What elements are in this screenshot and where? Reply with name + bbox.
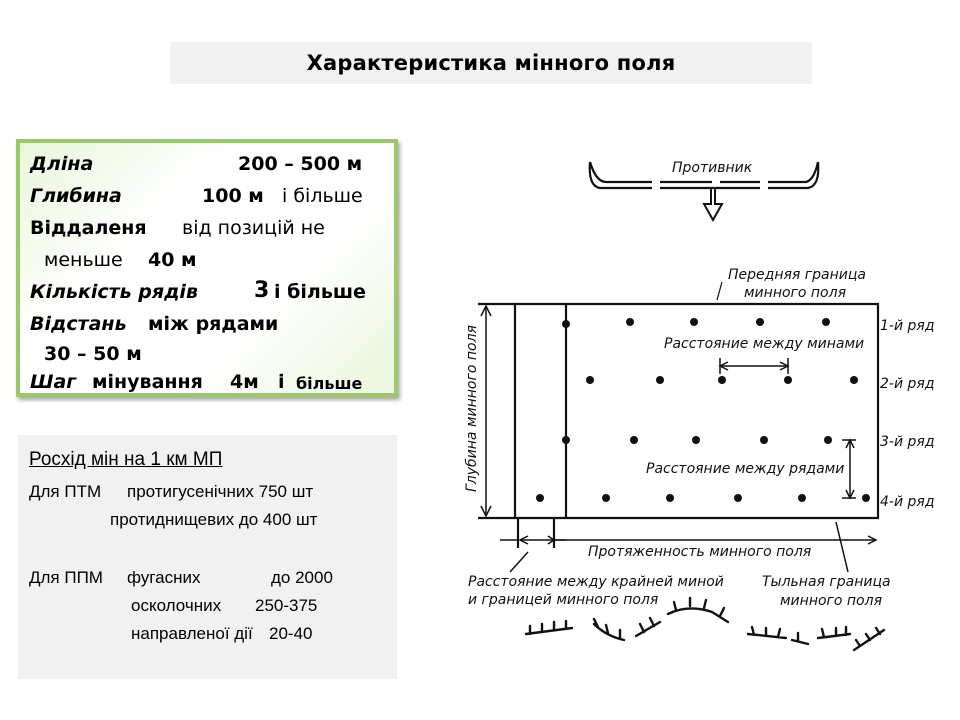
spacing-value: 30 – 50 м: [44, 343, 142, 365]
depth-value: 100 м: [202, 185, 264, 207]
length-label: Дліна: [30, 153, 94, 175]
depth-label: Глибина: [30, 185, 122, 207]
rows-suffix: і більше: [274, 281, 366, 303]
mine: [734, 494, 742, 502]
depth-suffix: і більше: [282, 185, 363, 207]
distance-label: Віддаленя: [30, 217, 147, 239]
edge-distance-label-2: и границей минного поля: [468, 592, 659, 608]
mine: [586, 376, 594, 384]
step-suffix-2: більше: [296, 374, 363, 393]
distance-value: 40 м: [148, 249, 197, 271]
ppm-blast-value: до 2000: [271, 568, 333, 587]
extent-label: Протяженность минного поля: [588, 544, 812, 560]
front-border-leader: [717, 282, 722, 300]
enemy-label: Противник: [672, 160, 753, 176]
depth-vertical-label: Глубина минного поля: [464, 325, 480, 492]
mine: [824, 436, 832, 444]
mine: [692, 436, 700, 444]
ppm-blast: фугасних: [127, 568, 201, 587]
ptm-track-line: [29, 482, 314, 501]
rear-border-label-1: Тыльная граница: [762, 574, 891, 590]
edge-distance-label-1: Расстояние между крайней миной: [468, 574, 724, 590]
distance-line: [30, 217, 325, 239]
mine: [850, 376, 858, 384]
mine: [862, 494, 870, 502]
row-4-label: 4-й ряд: [880, 494, 935, 510]
depth-line: [30, 185, 363, 207]
mine: [656, 376, 664, 384]
ppm-directed: направленої дії: [131, 624, 253, 643]
ppm-blast-line: [29, 568, 333, 587]
rows-line: [30, 278, 366, 303]
row-2-label: 2-й ряд: [880, 376, 935, 392]
spacing-text: між рядами: [148, 313, 279, 335]
mine: [666, 494, 674, 502]
ptm-label: Для ПТМ: [29, 482, 102, 501]
ppm-directed-value: 20-40: [269, 624, 313, 643]
mine: [822, 318, 830, 326]
rear-border-label-2: минного поля: [780, 593, 882, 609]
step-suffix-1: і: [278, 371, 285, 393]
rows-label: Кількість рядів: [30, 281, 198, 303]
mine: [630, 436, 638, 444]
enemy-arrow: [704, 188, 722, 220]
between-rows-label: Расстояние между рядами: [646, 461, 845, 477]
length-value: 200 – 500 м: [238, 153, 363, 175]
length-line: [30, 153, 363, 175]
mine: [690, 318, 698, 326]
mine: [626, 318, 634, 326]
ptm-track: протигусенічних 750 шт: [127, 482, 314, 501]
consumption-title: Росхід мін на 1 км МП: [29, 449, 223, 470]
mine: [718, 376, 726, 384]
mine: [760, 436, 768, 444]
mine: [562, 436, 570, 444]
ppm-directed-line: [131, 624, 313, 643]
front-border-label-2: минного поля: [744, 285, 846, 301]
ppm-label: Для ППМ: [29, 568, 103, 587]
distance-text: від позицій не: [182, 217, 325, 239]
mine: [756, 318, 764, 326]
distance-cont-text: меньше: [44, 249, 123, 271]
distance-cont-line: [44, 249, 197, 271]
ppm-frag-line: [131, 596, 318, 615]
mine: [536, 494, 544, 502]
between-mines-label: Расстояние между минами: [664, 336, 865, 352]
spacing-label: Відстань: [30, 313, 127, 335]
rows-value: 3: [254, 278, 270, 303]
minefield-characteristics-box: [16, 139, 398, 397]
step-label: Шаг: [30, 371, 77, 393]
mine-spacing-dimension: [720, 358, 788, 374]
mine: [784, 376, 792, 384]
step-line: [30, 371, 363, 393]
front-border-label-1: Передняя граница: [728, 267, 866, 283]
minefield-diagram: [440, 140, 960, 720]
mine: [602, 494, 610, 502]
slide-title: Характеристика мінного поля: [170, 42, 812, 84]
mine-consumption-box: [18, 435, 397, 679]
row-1-label: 1-й ряд: [880, 318, 935, 334]
ptm-bottom: протиднищевих до 400 шт: [110, 510, 318, 529]
row-3-label: 3-й ряд: [880, 434, 935, 450]
mine: [562, 320, 570, 328]
spacing-line: [30, 313, 279, 335]
step-text: мінування: [92, 371, 203, 393]
step-value: 4м: [230, 371, 259, 393]
ppm-frag: осколочних: [131, 596, 222, 615]
mine: [798, 494, 806, 502]
spacing-value-line: [44, 345, 142, 364]
ppm-frag-value: 250-375: [255, 596, 318, 615]
